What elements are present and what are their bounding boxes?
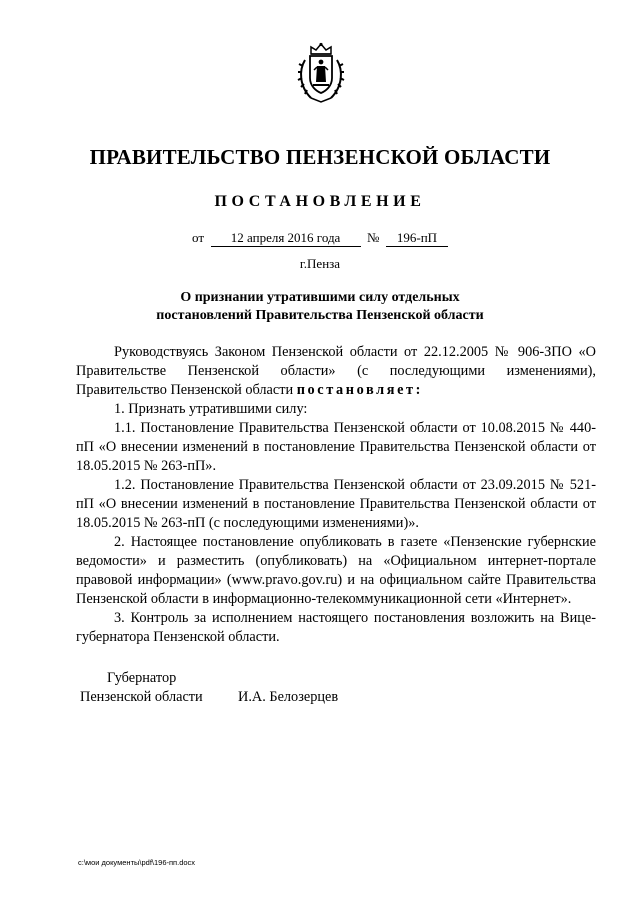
paragraph-3: 3. Контроль за исполнением настоящего постановления возложить на Вице-губернатора Пензенской области. [76,610,596,645]
paragraph-1: 1. Признать утратившими силу: [114,401,308,417]
city-name: г.Пенза [299,256,341,271]
intro-paragraph [76,343,596,400]
decree-word: постановляет: [296,382,424,398]
doc-type-title: ПОСТАНОВЛЕНИЕ [214,193,426,210]
document-date: 12 апреля 2016 года [211,230,361,247]
date-number-line [0,230,640,247]
document-body [76,343,596,647]
paragraph-2: 2. Настоящее постановление опубликовать в газете «Пензенские губернские ведомости» и разместить (опубликовать) на «Официальном интернет-портале правовой информации» (www.pravo.gov.ru) и на официальном сайте Правительства Пензенской области в информационно-телекоммуникационной сети «Интернет». [76,534,596,607]
intro-text: Руководствуясь Законом Пензенской области от 22.12.2005 № 906-ЗПО «О Правительстве Пензенской области» (с последующими изменениями), Правительство Пензенской области [76,344,596,398]
document-number: 196-пП [386,230,448,247]
org-name: ПРАВИТЕЛЬСТВО ПЕНЗЕНСКОЙ ОБЛАСТИ [89,145,551,169]
signatory-name: И.А. Белозерцев [238,689,339,705]
signatory-title: Губернатор [107,670,177,686]
document-subject [0,289,640,325]
coat-of-arms-icon [297,42,345,104]
paragraph-1-2: 1.2. Постановление Правительства Пензенской области от 23.09.2015 № 521-пП «О внесении изменений в постановление Правительства Пензенской области от 18.05.2015 № 263-пП (с последующими изменениями)». [76,477,596,531]
subject-line-2: постановлений Правительства Пензенской области [156,308,484,323]
date-prefix: от [192,230,205,245]
signatory-region: Пензенской области [80,689,203,705]
file-path-footer: c:\мои документы\pdf\196-пп.docx [78,858,196,867]
number-sign: № [367,230,380,245]
subject-line-1: О признании утратившими силу отдельных [180,290,460,305]
paragraph-1-1: 1.1. Постановление Правительства Пензенской области от 10.08.2015 № 440-пП «О внесении изменений в постановление Правительства Пензенской области от 18.05.2015 № 263-пП». [76,420,596,474]
